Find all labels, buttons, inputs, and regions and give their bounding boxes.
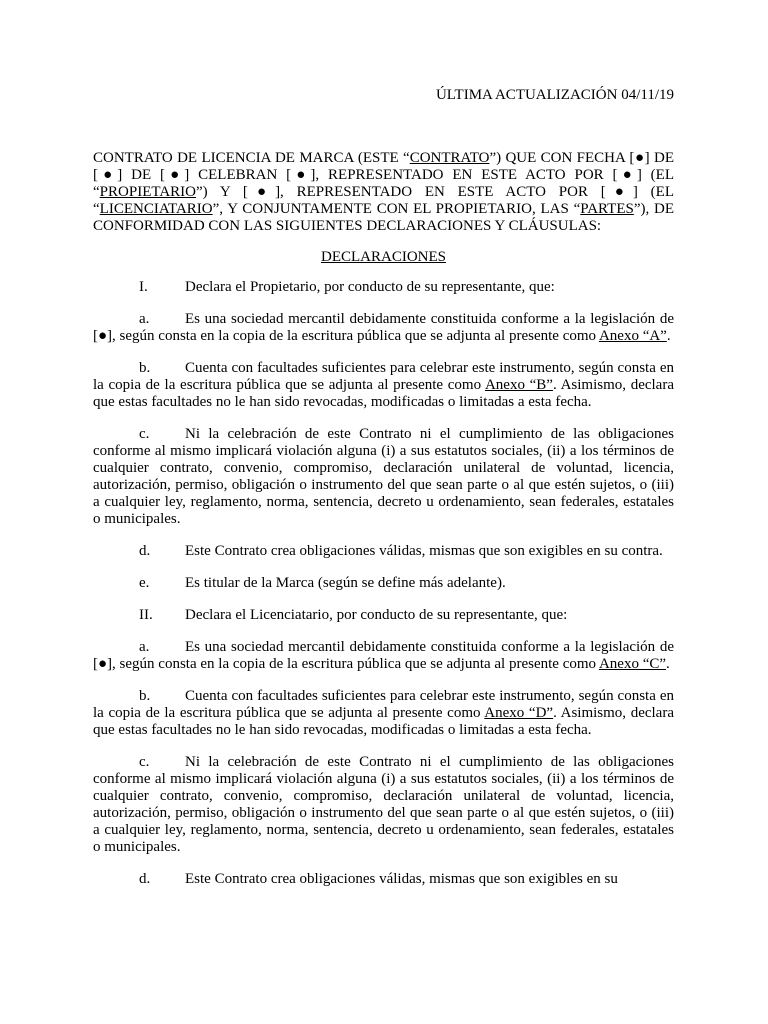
clause-text: . xyxy=(666,656,670,672)
clause-text: Este Contrato crea obligaciones válidas, mismas que son exigibles en su xyxy=(185,871,618,887)
clause-licensee-d xyxy=(93,871,674,888)
intro-text: ”) QUE CON FECHA [●] DE [●] DE [●] CELEBRAN [●], REPRESENTADO EN ESTE ACTO POR [●] (EL “ xyxy=(93,150,674,200)
clause-text: Es una sociedad mercantil debidamente constituida conforme a la legislación de [●], según consta en la copia de la escritura pública que se adjunta al presente como xyxy=(93,311,674,344)
annex-reference: Anexo “B” xyxy=(484,377,553,393)
list-number: II. xyxy=(139,607,153,623)
clause-owner-a xyxy=(93,311,674,345)
clause-text: Ni la celebración de este Contrato ni el cumplimiento de las obligaciones conforme al mismo implicará violación alguna (i) a sus estatutos sociales, (ii) a los términos de cualquier contrato, convenio, compromiso, declaración unilateral de voluntad, licencia, autorización, permiso, obligación o instrumento del que sean parte o al que estén sujetos, o (iii) a cualquier ley, reglamento, norma, sentencia, decreto u ordenamiento, sean federales, estatales o municipales. xyxy=(93,426,674,527)
clause-text: Cuenta con facultades suficientes para celebrar este instrumento, según consta en la copia de la escritura pública que se adjunta al presente como xyxy=(93,688,674,721)
clause-licensee-a xyxy=(93,639,674,673)
clause-letter: a. xyxy=(139,639,150,655)
clause-text: . Asimismo, declara que estas facultades no le han sido revocadas, modificadas o limitadas a esta fecha. xyxy=(93,705,674,738)
clause-letter: b. xyxy=(139,688,151,704)
defined-term-propietario: PROPIETARIO xyxy=(99,184,196,200)
clause-letter: a. xyxy=(139,311,150,327)
declaration-licensee xyxy=(93,607,674,624)
contract-intro xyxy=(93,150,674,235)
list-text: Declara el Licenciatario, por conducto de su representante, que: xyxy=(185,607,568,623)
clause-text: Es titular de la Marca (según se define más adelante). xyxy=(185,575,506,591)
clause-letter: c. xyxy=(139,426,150,442)
clause-licensee-c xyxy=(93,754,674,856)
defined-term-partes: PARTES xyxy=(580,201,634,217)
clause-owner-c xyxy=(93,426,674,528)
clause-letter: b. xyxy=(139,360,151,376)
section-heading xyxy=(93,249,674,266)
annex-reference: Anexo “D” xyxy=(484,705,554,721)
clause-owner-b xyxy=(93,360,674,411)
intro-text: ”, Y CONJUNTAMENTE CON EL PROPIETARIO, LAS “ xyxy=(212,201,581,217)
clause-owner-e xyxy=(93,575,674,592)
clause-licensee-b xyxy=(93,688,674,739)
clause-letter: d. xyxy=(139,543,151,559)
annex-reference: Anexo “A” xyxy=(598,328,667,344)
annex-reference: Anexo “C” xyxy=(598,656,667,672)
last-update-date: ÚLTIMA ACTUALIZACIÓN 04/11/19 xyxy=(435,87,674,103)
clause-text: Cuenta con facultades suficientes para celebrar este instrumento, según consta en la copia de la escritura pública que se adjunta al presente como xyxy=(93,360,674,393)
clause-owner-d xyxy=(93,543,674,560)
list-number: I. xyxy=(139,279,148,295)
clause-text: . xyxy=(666,328,671,344)
clause-letter: e. xyxy=(139,575,150,591)
declaration-owner xyxy=(93,279,674,296)
clause-letter: c. xyxy=(139,754,150,770)
heading-text: DECLARACIONES xyxy=(320,249,446,265)
defined-term-licenciatario: LICENCIATARIO xyxy=(99,201,213,217)
clause-text: Este Contrato crea obligaciones válidas, mismas que son exigibles en su contra. xyxy=(185,543,663,559)
clause-text: . Asimismo, declara que estas facultades no le han sido revocadas, modificadas o limitadas a esta fecha. xyxy=(93,377,674,410)
clause-text: Ni la celebración de este Contrato ni el cumplimiento de las obligaciones conforme al mismo implicará violación alguna (i) a sus estatutos sociales, (ii) a los términos de cualquier contrato, convenio, compromiso, declaración unilateral de voluntad, licencia, autorización, permiso, obligación o instrumento del que sean parte o al que estén sujetos, o (iii) a cualquier ley, reglamento, norma, sentencia, decreto u ordenamiento, sean federales, estatales o municipales. xyxy=(93,754,674,855)
intro-text: ”) Y [●], REPRESENTADO EN ESTE ACTO POR [●] (EL “ xyxy=(93,184,674,217)
clause-letter: d. xyxy=(139,871,151,887)
defined-term-contrato: CONTRATO xyxy=(409,150,490,166)
clause-text: Es una sociedad mercantil debidamente constituida conforme a la legislación de [●], según consta en la copia de la escritura pública que se adjunta al presente como xyxy=(93,639,674,672)
intro-text: ”), DE CONFORMIDAD CON LAS SIGUIENTES DECLARACIONES Y CLÁUSULAS: xyxy=(93,201,674,234)
document-body xyxy=(93,150,674,888)
list-text: Declara el Propietario, por conducto de su representante, que: xyxy=(185,279,555,295)
intro-text: CONTRATO DE LICENCIA DE MARCA (ESTE “ xyxy=(93,150,410,166)
